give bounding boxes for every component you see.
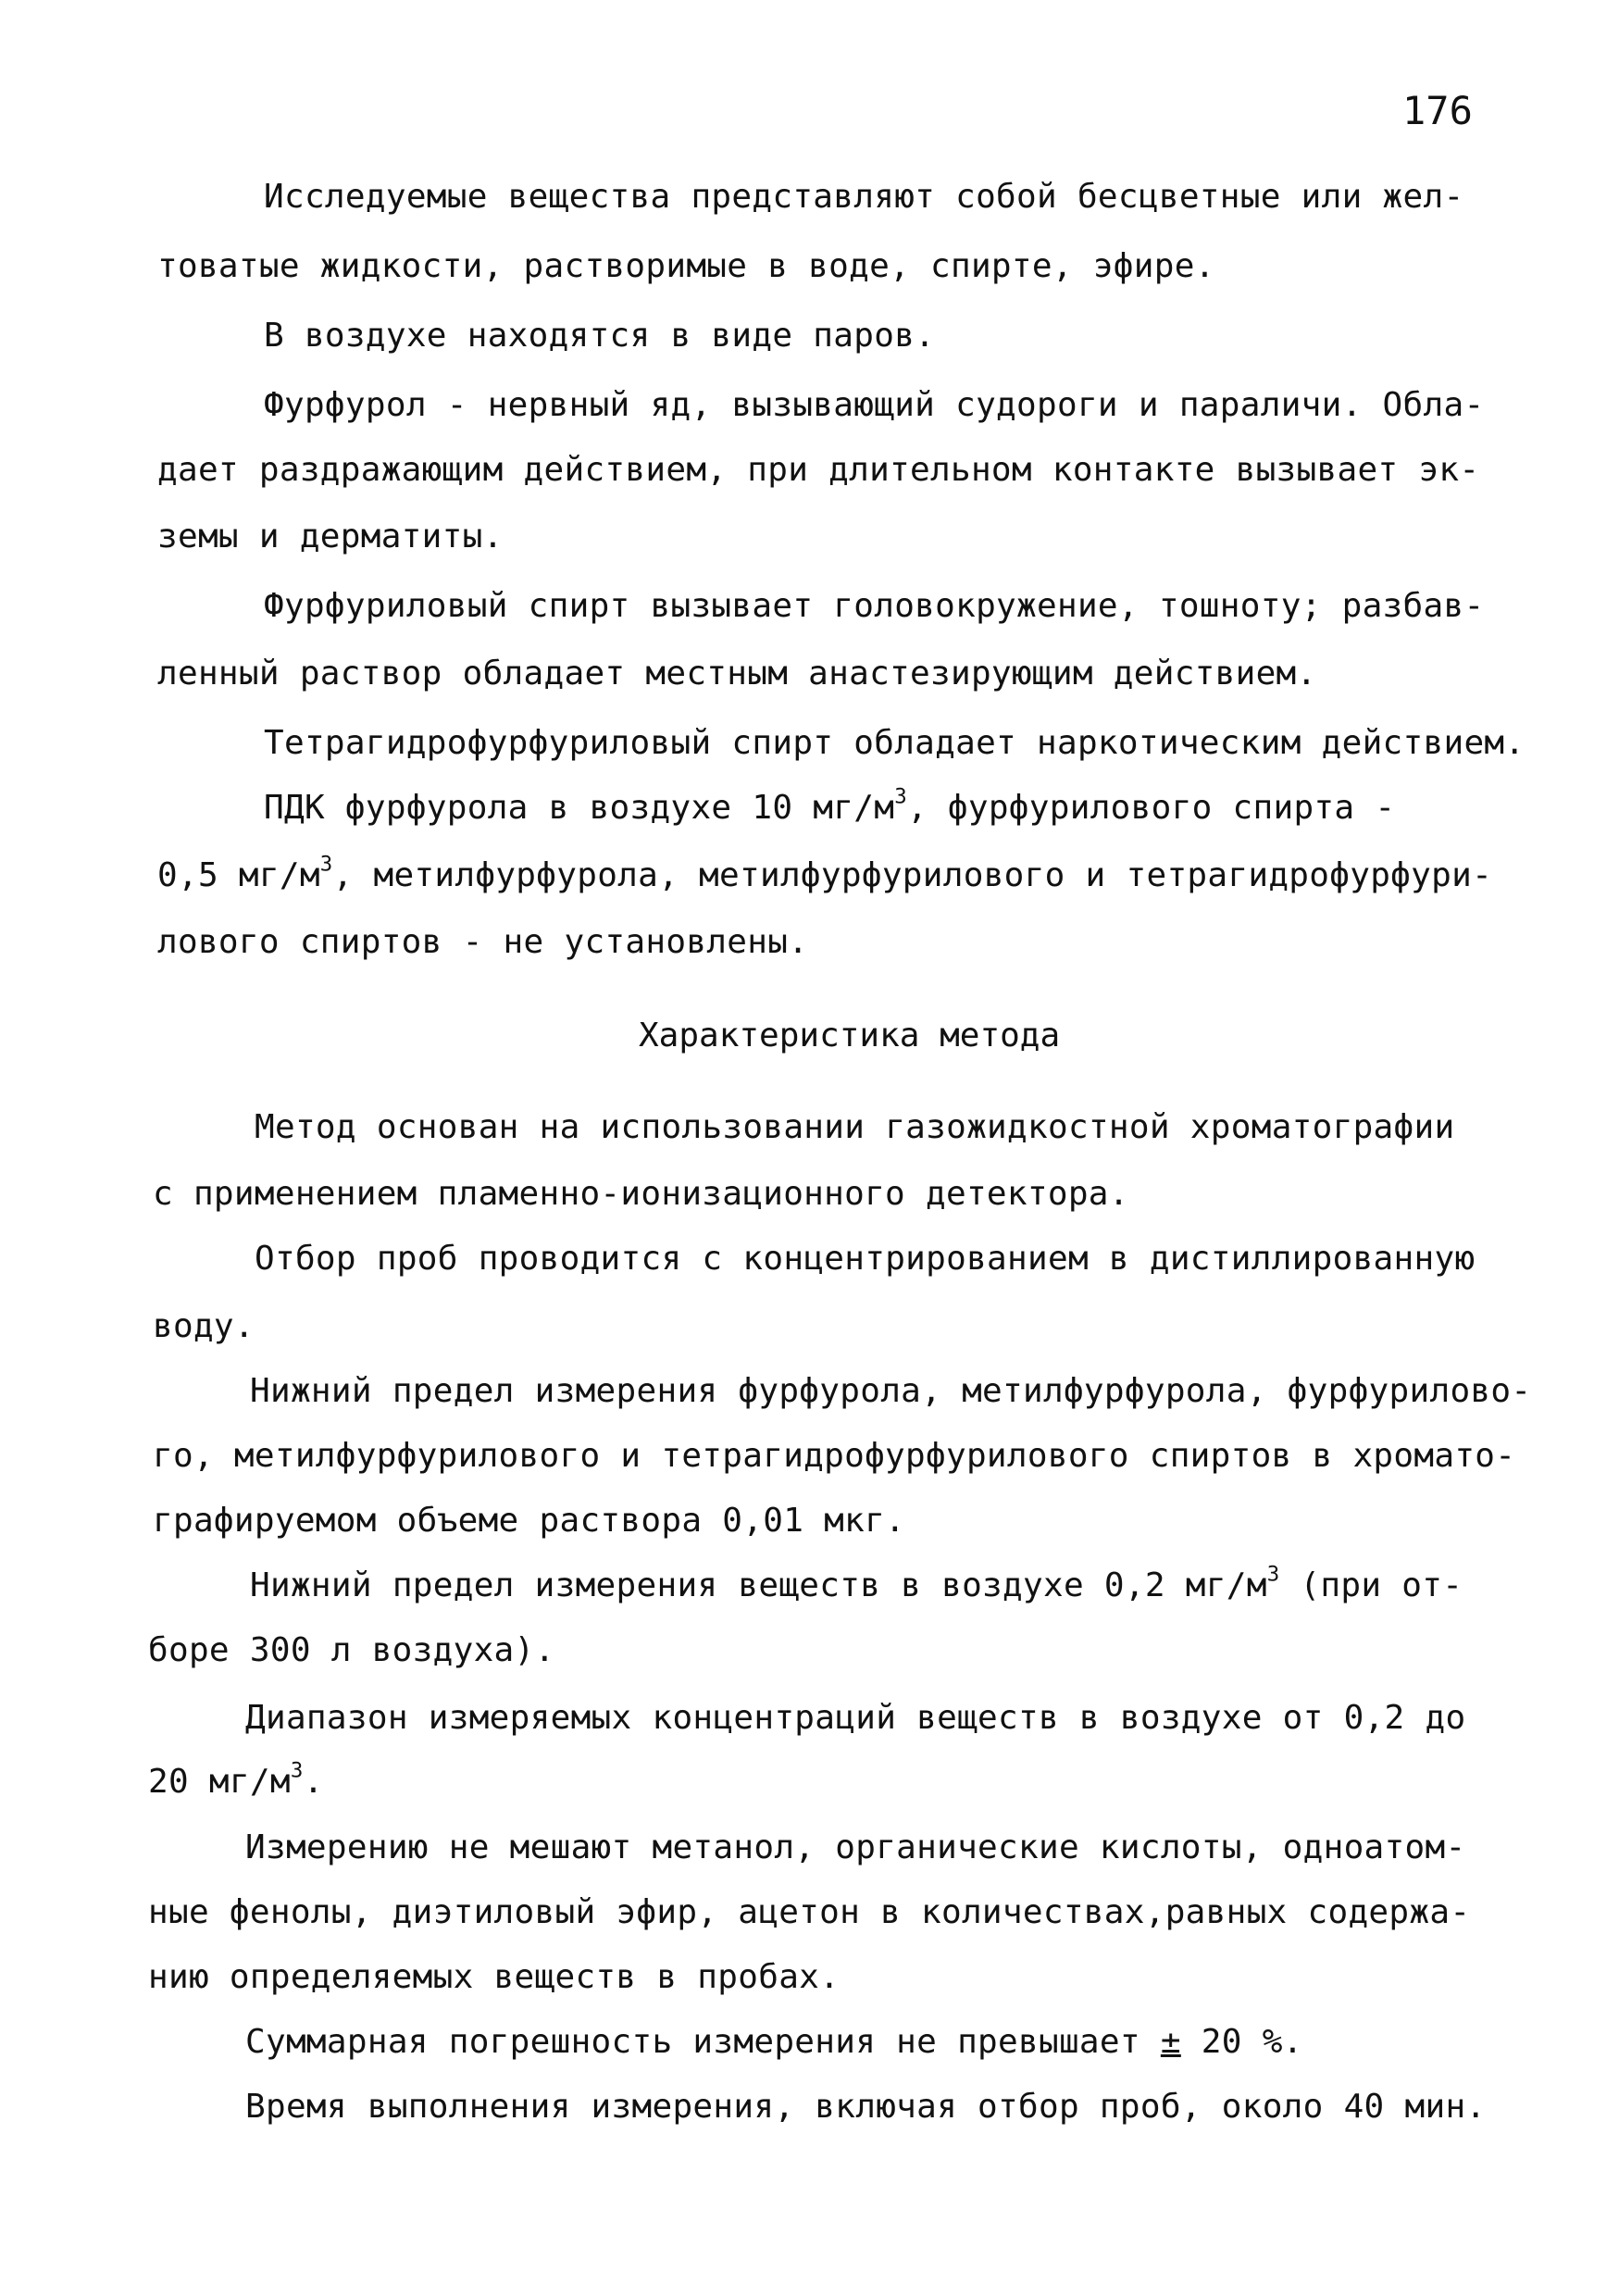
text-fragment: (при от- [1279,1566,1463,1604]
text-line: дает раздражающим действием, при длительном контакте вызывает эк- [157,451,1480,489]
text-line: Диапазон измеряемых концентраций веществ в воздухе от 0,2 до [245,1699,1466,1737]
text-line: ленный раствор обладает местным анастезирующим действием. [157,655,1317,693]
page-number: 176 [1402,88,1473,133]
text-fragment: 20 %. [1180,2023,1303,2061]
text-line: нию определяемых веществ в пробах. [148,1958,841,1996]
text-line: Метод основан на использовании газожидкостной хроматографии [255,1108,1455,1146]
text-line [245,2023,1303,2061]
text-line: с применением пламенно-ионизационного детектора. [153,1175,1129,1213]
section-heading: Характеристика метода [639,1017,1061,1054]
text-line: товатые жидкости, растворимые в воде, спирте, эфире. [157,247,1215,285]
text-line: Фурфуриловый спирт вызывает головокружение, тошноту; разбав- [264,587,1485,625]
superscript-cubed: 3 [1266,1562,1280,1587]
text-line: В воздухе находятся в виде паров. [264,317,936,355]
text-line: Исследуемые вещества представляют собой бесцветные или жел- [264,178,1464,216]
plus-minus-sign: ± [1160,2023,1181,2061]
text-line: земы и дерматиты. [157,518,504,555]
text-line [157,852,1493,894]
text-line: Фурфурол - нервный яд, вызывающий судороги и параличи. Обла- [264,386,1485,424]
text-line: Тетрагидрофурфуриловый спирт обладает наркотическим действием. [264,724,1526,762]
text-line: Время выполнения измерения, включая отбор проб, около 40 мин. [245,2088,1487,2126]
text-line: графируемом объеме раствора 0,01 мкг. [153,1502,906,1540]
text-fragment: , фурфурилового спирта - [906,789,1396,827]
text-line: Нижний предел измерения фурфурола, метилфурфурола, фурфурилово- [250,1372,1532,1410]
text-fragment: ПДК фурфурола в воздухе 10 мг/м [264,789,895,827]
text-fragment: 20 мг/м [148,1763,291,1801]
text-line: воду. [153,1307,255,1345]
text-line [264,784,1396,827]
text-fragment: 0,5 мг/м [157,856,320,894]
text-line: Измерению не мешают метанол, органические кислоты, одноатом- [245,1828,1466,1866]
text-line [148,1758,324,1801]
text-fragment: Суммарная погрешность измерения не превышает [245,2023,1161,2061]
text-fragment: Нижний предел измерения веществ в воздухе 0,2 мг/м [250,1566,1267,1604]
text-fragment: , метилфурфурола, метилфурфурилового и тетрагидрофурфури- [332,856,1493,894]
text-line: лового спиртов - не установлены. [157,923,809,961]
text-fragment: . [303,1763,324,1801]
text-line [250,1562,1463,1604]
superscript-cubed: 3 [319,852,333,877]
text-line: го, метилфурфурилового и тетрагидрофурфурилового спиртов в хромато- [153,1437,1516,1475]
text-line: Отбор проб проводится с концентрированием в дистиллированную [255,1240,1476,1278]
text-line: ные фенолы, диэтиловый эфир, ацетон в количествах,равных содержа- [148,1893,1471,1931]
text-line: боре 300 л воздуха). [148,1631,555,1669]
superscript-cubed: 3 [894,784,907,809]
superscript-cubed: 3 [290,1758,304,1783]
